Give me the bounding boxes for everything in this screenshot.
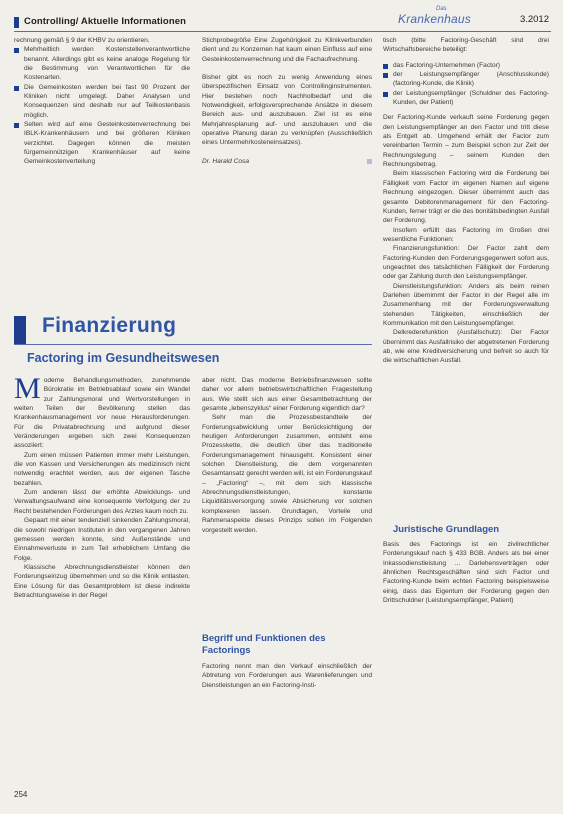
paragraph: Bisher gibt es noch zu wenig Anwendung eines überspezifischen Einsatz von Controllinginstrumenten. Hier bestehen noch Nachholbedarf und die Notwendigkeit, erfolgsversprechende Ansätze in diesem Bereich aus- und auszubauen. Ziel ist es eine Mehrjahresplanung auf- und auszubauen und die operative Planung daran zu verknüpfen (Ausschließlich eines Untermehrkosteneinsatzes). bbox=[202, 74, 372, 147]
prev-article-col1 bbox=[14, 36, 190, 167]
section-rule bbox=[14, 344, 372, 345]
paragraph: Delkrederefunktion (Ausfallschutz): Der Factor übernimmt das Ausfallrisiko der abgetretenen Forderung ab, wie eine Kreditversicherung und befreit so auch für die wirtschaftlichen Ausfall. bbox=[383, 329, 549, 365]
paragraph: Factoring nennt man den Verkauf einschließlich der Abtretung von Forderungen aus Warenlieferungen und Dienstleistungen an ein Factoring-Insti- bbox=[202, 663, 372, 689]
drop-cap: M bbox=[14, 372, 41, 405]
article-col2-definition bbox=[202, 662, 372, 690]
paragraph: Der Factoring-Kunde verkauft seine Forderung gegen den Leistungsempfänger an den Factor und tritt diese als Entgelt ab. Umgehend erhält der Factor zum vereinbarten Termin – zum Beispiel schon zur Zeit der Rechnungslegung – seinem Kunden den Rechnungsbetrag. bbox=[383, 114, 549, 169]
header-rule bbox=[14, 31, 551, 32]
bullet-item: Mehrheitlich werden Kostenstellenverantwortliche benannt. Allerdings gibt es keine analoge Regelung für die Bestimmung von Verantwortlichen für die Kostenarten. bbox=[14, 45, 190, 82]
paragraph: rechnung gemäß § 9 der KHBV zu orientieren. bbox=[14, 37, 150, 44]
paragraph: Zum anderen lässt der erhöhte Abwicklungs- und Verwaltungsaufwand eine konsequente Verfolgung der zu Recht bestehenden Forderungen des Arztes kaum noch zu. bbox=[14, 489, 190, 515]
paragraph: Insofern erfüllt das Factoring im Großen drei wesentliche Funktionen: bbox=[383, 226, 549, 243]
paragraph: Beim klassischen Factoring wird die Forderung bei Fälligkeit vom Factor im eigenen Namen auf eigene Rechnung eingezogen. Dieser übernimmt auch das gesamte Debitorenmanagement für den Factoring-Kunden, ferner trägt er die des bonitätsbedingten Ausfall der Forderung. bbox=[383, 170, 549, 225]
running-header: Controlling/ Aktuelle Informationen bbox=[24, 16, 187, 27]
page-number: 254 bbox=[14, 790, 28, 799]
logo-prefix: Das bbox=[436, 6, 447, 12]
paragraph: tisch (bitte Factoring-Geschäft sind drei Wirtschaftsbereiche beteiligt: bbox=[383, 37, 549, 54]
author-line bbox=[202, 157, 372, 166]
bullet-item: das Factoring-Unternehmen (Factor) bbox=[383, 61, 549, 70]
bullet-item: der Leistungsempfänger (Schuldner des Factoring-Kunden, der Patient) bbox=[383, 89, 549, 108]
paragraph: Zum einen müssen Patienten immer mehr Leistungen, die von Kassen und Versicherungen als medizinisch nicht notwendig erachtet werden, aus der eigenen Tasche bezahlen. bbox=[14, 451, 190, 487]
paragraph bbox=[14, 372, 190, 451]
bullet-item: Selten wird auf eine Gesteinkostenverrechnung bei IBLK-Krankenhäusern und bei größeren Kliniken verzichtet. Dagegen können die meisten fürgemeinnützigen Krankenhäuser auf keine Gemeinkostenverteilung bbox=[14, 120, 190, 167]
bullet-item: Die Gemeinkosten werden bei fast 90 Prozent der Kliniken nicht umgelegt. Daher Analysen und Konsequenzen sind deshalb nur auf Teilkostenbasis möglich. bbox=[14, 83, 190, 120]
journal-logo bbox=[398, 6, 488, 30]
section-accent-bar bbox=[14, 316, 26, 344]
lead-text: oderne Behandlungsmethoden, zunehmende Bürokratie im Betriebsablauf sowie ein Wandel zur Zahlungsmoral und Wertvorstellungen in weiten Teilen der Bevölkerung stellen das Krankenhausmanagement vor neue Herausforderungen. Für die Privatabrechnung und aufgrund dieser Veränderungen ergeben sich zwei Konsequenzen assoziiert: bbox=[14, 377, 190, 450]
article-col1 bbox=[14, 372, 190, 600]
subheading-legal: Juristische Grundlagen bbox=[393, 524, 500, 535]
paragraph: Stichprobegröße Eine Zugehörigkeit zu Klinikverbunden dient und zu Konzernen hat kaum einen Einfluss auf eine Gesteinkostenverrechnung und die Fachaufrechnung. bbox=[202, 37, 372, 63]
paragraph: aber nicht. Das moderne Betriebsfinanzwesen sollte daher vor allem betriebswirtschaftlichen Fragestellung aus. Wie stellt sich aus einer Gesamtbetrachtung der gesamte „lebenszyklus“ einer Forderung eigentlich dar? bbox=[202, 377, 372, 413]
section-title: Finanzierung bbox=[42, 314, 177, 337]
paragraph: Klassische Abrechnungsdienstleister können den Forderungseinzug übernehmen und so die Klinik entlasten. Eine Lösung für das Gesamtproblem ist diese indirekte Betrachtungsweise in der Regel bbox=[14, 563, 190, 599]
paragraph: Gepaart mit einer tendenziell sinkenden Zahlungsmoral, die sowohl niedrigen Instituten in den vergangenen Jahren gemessen werden konnte, sind Außenstände und Einnahmeverluste in zum Teil erheblichem Umfang die Folge. bbox=[14, 517, 190, 562]
end-mark-icon bbox=[367, 159, 372, 164]
header-accent-bar bbox=[14, 17, 19, 28]
article-col3-legal bbox=[383, 540, 549, 605]
bullet-item: der Leistungsempfänger (Anschlusskunde) (factoring-Kunde, die Klinik) bbox=[383, 70, 549, 89]
paragraph: Sehr man die Prozessbestandteile der Forderungsabwicklung unter Berücksichtigung der heutigen Anforderungen zusammen, entsteht eine Prozesskette, die deutlich über das traditionelle Forderungsmanagement hinausgeht. Konsistent einer solchen Dienstleistung, die dem vorgenannten Gesamtansatz gerecht werden will, ist ein Forderungskauf – „Factoring“ –, mit dem sich klassische Abrechnungsdienstleistungen, konstante Liquiditätsversorgung sowie Absicherung vor solchen komplexeren lassen. Grundlagen, Vorteile und Rahmenaspekte dieses Prinzips sollen im Folgenden vorgestellt werden. bbox=[202, 414, 372, 534]
issue-number: 3.2012 bbox=[519, 14, 549, 25]
article-col3 bbox=[383, 36, 549, 366]
paragraph: Basis des Factorings ist ein zivilrechtlicher Forderungskauf nach § 433 BGB. Anders als bei einer Inkassodienstleistung ... Darlehensverträgen oder ähnlichen Rechtsgeschäften sind sich Factor und Factoring-Kunde beim echten Factoring beispielsweise einig, dass das Eigentum der Forderung gegen den Drittschuldner (Leistungsempfänger, Patient) bbox=[383, 541, 549, 605]
paragraph: Dienstleistungsfunktion: Anders als beim reinen Darlehen übernimmt der Factor in der Regel alle im Zusammenhang mit der Forderungsverwaltung stehenden Tätigkeiten, einschließlich der Kommunikation mit den Leistungsempfänger. bbox=[383, 282, 549, 327]
paragraph: Finanzierungsfunktion: Der Factor zahlt dem Factoring-Kunden den Forderungsgegenwert sofort aus, ungeachtet des tatsächlichen Fälligkeit der Forderung oder gar Zahlung durch den Leistungsempfänger. bbox=[383, 245, 549, 281]
prev-article-col2 bbox=[202, 36, 372, 166]
article-title: Factoring im Gesundheitswesen bbox=[27, 351, 220, 365]
subheading-definition: Begriff und Funktionen des Factorings bbox=[202, 633, 326, 656]
article-col2 bbox=[202, 376, 372, 535]
author-name: Dr. Harald Cosa bbox=[202, 157, 250, 165]
logo-name: Krankenhaus bbox=[398, 12, 471, 26]
